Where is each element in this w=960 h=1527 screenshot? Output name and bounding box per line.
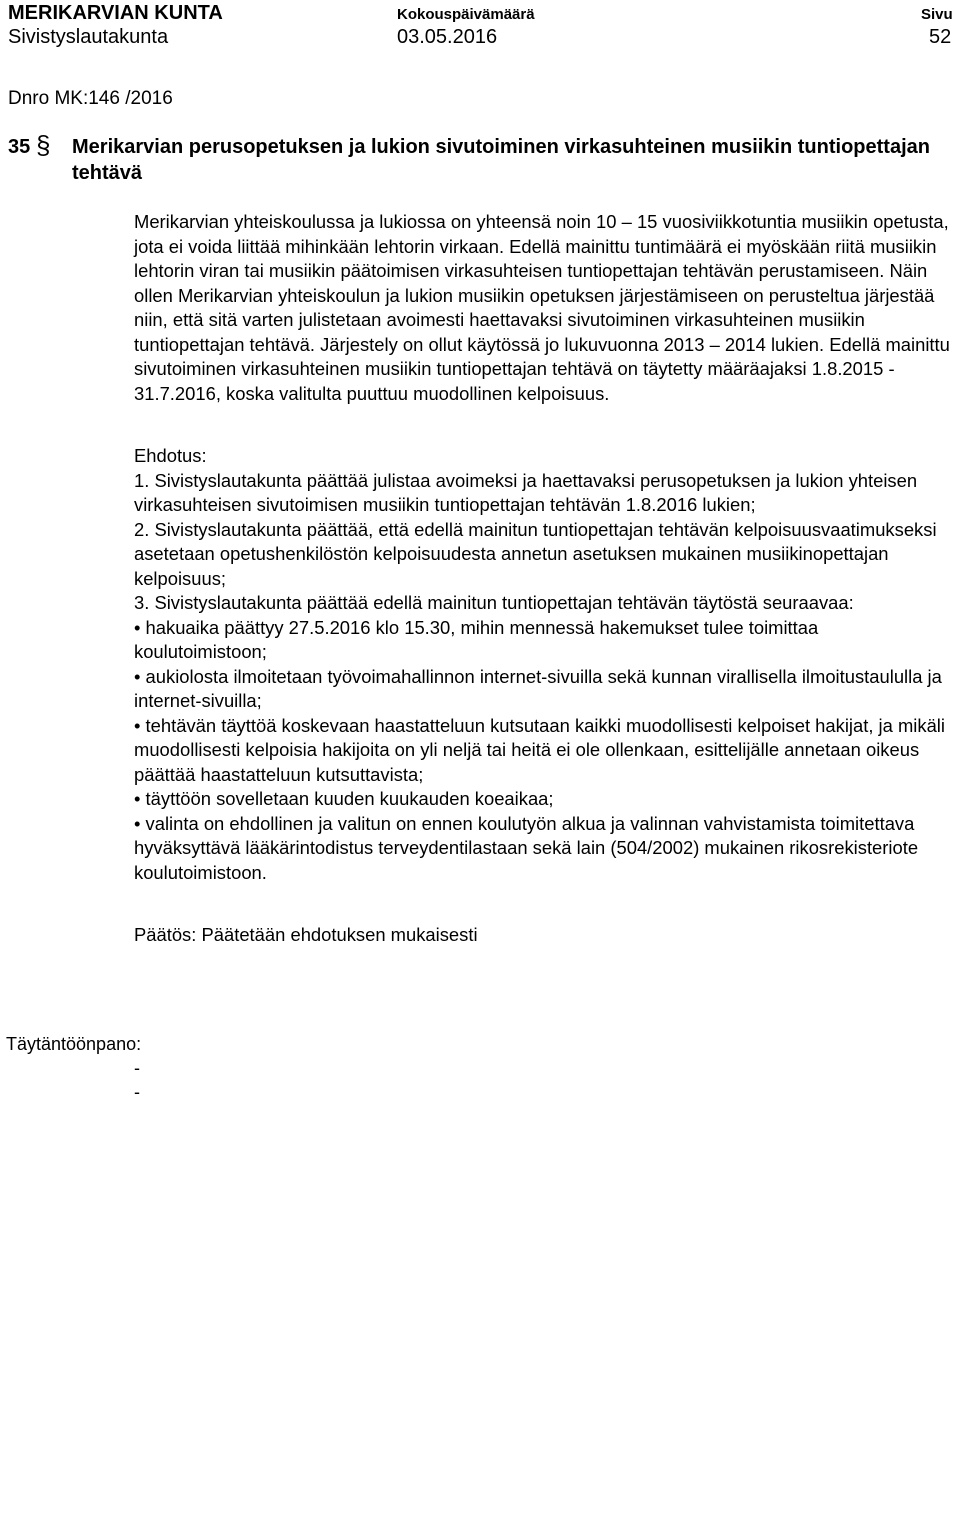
bullet-item: • täyttöön sovelletaan kuuden kuukauden koeaikaa;	[134, 788, 554, 809]
decision-text: Päätetään ehdotuksen mukaisesti	[201, 924, 478, 945]
bullet-item: • hakuaika päättyy 27.5.2016 klo 15.30, mihin mennessä hakemukset tulee toimittaa koulutoimistoon;	[134, 616, 819, 662]
decision-label: Päätös:	[134, 924, 197, 945]
execution-label: Täytäntöönpano:	[6, 1034, 142, 1054]
header-date: 03.05.2016	[397, 26, 498, 48]
proposal-item: 1. Sivistyslautakunta päättää julistaa avoimeksi ja haettavaksi perusopetuksen ja lukion yhteisen virkasuhteisen sivutoimisen musiikin tuntiopettajan tehtävän 1.8.2016 lukien;	[134, 469, 918, 515]
header-date-label: Kokouspäivämäärä	[397, 6, 535, 23]
header-page-number: 52	[929, 26, 952, 48]
bullet-item: • tehtävän täyttöä koskevaan haastatteluun kutsutaan kaikki muodollisesti kelpoiset hakijat, ja mikäli muodollisesti kelpoisia hakijoita on yli neljä tai heitä ei ole ollenkaan, esittelijälle annetaan oikeus päättää haastatteluun kutsuttavista;	[134, 714, 945, 785]
section-symbol: §	[36, 130, 51, 160]
execution-line: -	[134, 1082, 140, 1102]
proposal-item: 2. Sivistyslautakunta päättää, että edellä mainitun tuntiopettajan tehtävän kelpoisuusvaatimukseksi asetetaan opetushenkilöstön kelpoisuudesta annetun asetuksen mukainen musiikinopettajan kelpoisuus;	[134, 518, 937, 589]
bullet-item: • valinta on ehdollinen ja valitun on ennen koulutyön alkua ja valinnan vahvistamista toimitettava hyväksyttävä lääkärintodistus terveydentilastaan sekä lain (504/2002) mukainen rikosrekisteriote koulutoimistoon.	[134, 812, 919, 883]
section-number: 35	[8, 136, 31, 158]
decision	[134, 923, 952, 948]
section-title: Merikarvian perusopetuksen ja lukion sivutoiminen virkasuhteinen musiikin tuntiopettajan tehtävä	[72, 136, 930, 184]
intro-paragraph: Merikarvian yhteiskoulussa ja lukiossa on yhteensä noin 10 – 15 vuosiviikkotuntia musiikin opetusta, jota ei voida liittää mihinkään lehtorin virkaan. Edellä mainittu tuntimäärä ei myöskään riitä musiikin lehtorin viran tai musiikin päätoimisen virkasuhteisen tuntiopettajan tehtävän perustamiseen. Näin ollen Merikarvian yhteiskoulun ja lukion musiikin opetuksen järjestämiseen on perusteltua järjestää niin, että sitä varten julistetaan avoimesti haettavaksi sivutoiminen virkasuhteinen musiikin tuntiopettajan tehtävä. Järjestely on ollut käytössä jo lukuvuonna 2013 – 2014 lukien. Edellä mainittu sivutoiminen virkasuhteinen musiikin tuntiopettajan tehtävä on täytetty määräajaksi 1.8.2015 - 31.7.2016, koska valitulta puuttuu muodollinen kelpoisuus.	[134, 211, 950, 404]
proposal-item: 3. Sivistyslautakunta päättää edellä mainitun tuntiopettajan tehtävän täytöstä seuraavaa:	[134, 592, 854, 613]
header-page-label: Sivu	[921, 6, 953, 23]
bullet-item: • aukiolosta ilmoitetaan työvoimahallinnon internet-sivuilla sekä kunnan virallisella ilmoitustaululla ja internet-sivuilla;	[134, 665, 942, 711]
proposal-label: Ehdotus:	[134, 445, 207, 466]
execution-line: -	[134, 1058, 140, 1078]
section-body	[134, 210, 952, 948]
header-organization: MERIKARVIAN KUNTA	[8, 2, 223, 24]
record-number: Dnro MK:146 /2016	[8, 88, 173, 109]
header-committee: Sivistyslautakunta	[8, 26, 169, 48]
